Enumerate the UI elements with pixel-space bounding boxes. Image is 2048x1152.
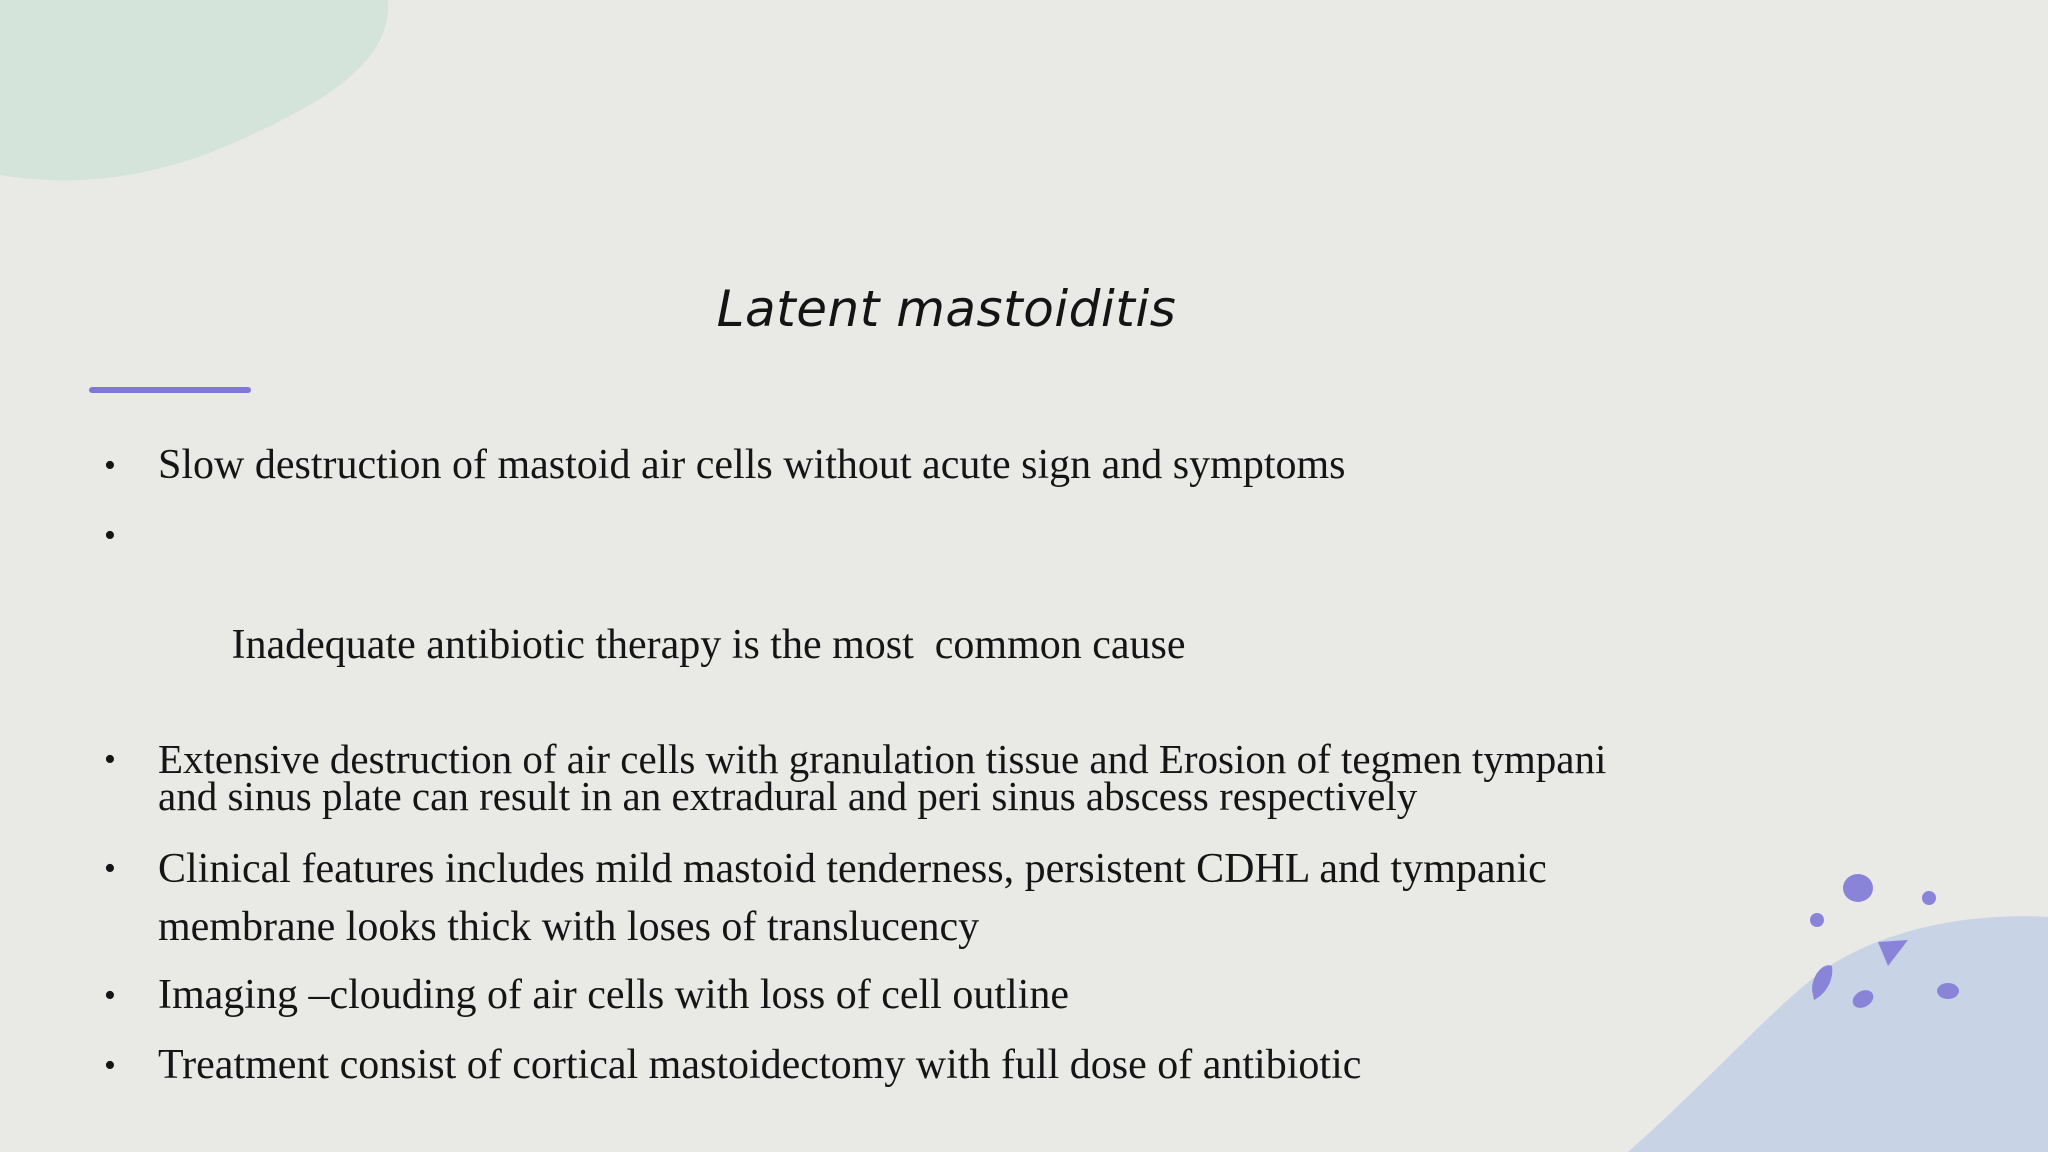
bullet-marker: • bbox=[104, 517, 116, 554]
slide-title: Latent mastoiditis bbox=[716, 280, 1177, 338]
bullet-marker: • bbox=[104, 741, 116, 778]
bullet-text: Treatment consist of cortical mastoidectomy with full dose of antibiotic bbox=[158, 1042, 1362, 1088]
decorative-confetti bbox=[1800, 866, 1970, 1016]
confetti-dot bbox=[1843, 874, 1873, 902]
bullet-text: Inadequate antibiotic therapy is the most common cause bbox=[221, 622, 1186, 668]
confetti-shard bbox=[1878, 940, 1908, 966]
confetti-shard bbox=[1812, 965, 1832, 1000]
bullet-marker: • bbox=[104, 977, 116, 1014]
bullet-marker: • bbox=[104, 850, 116, 887]
bullet-text: Imaging –clouding of air cells with loss of cell outline bbox=[158, 972, 1069, 1018]
list-item bbox=[104, 508, 1658, 728]
confetti-dot bbox=[1810, 913, 1824, 927]
list-item bbox=[104, 736, 1658, 819]
confetti-dot bbox=[1922, 891, 1936, 905]
bullet-text: Slow destruction of mastoid air cells without acute sign and symptoms bbox=[158, 442, 1346, 488]
bullet-text: Extensive destruction of air cells with granulation tissue and Erosion of tegmen tympani and sinus plate can result in an extradural and peri sinus abscess respectively bbox=[158, 736, 1607, 819]
bullet-marker: • bbox=[104, 447, 116, 484]
list-item bbox=[104, 1038, 1658, 1093]
title-accent-line bbox=[89, 387, 251, 393]
confetti-dot bbox=[1849, 987, 1876, 1012]
bullet-text: Clinical features includes mild mastoid tenderness, persistent CDHL and tympanic membrane looks thick with loses of translucency bbox=[158, 846, 1547, 950]
confetti-dot bbox=[1937, 983, 1959, 999]
bullet-list bbox=[104, 438, 1658, 1108]
list-item bbox=[104, 438, 1658, 493]
bullet-marker: • bbox=[104, 1047, 116, 1084]
list-item bbox=[104, 840, 1658, 956]
list-item bbox=[104, 968, 1658, 1023]
decorative-green-blob bbox=[0, 0, 400, 190]
